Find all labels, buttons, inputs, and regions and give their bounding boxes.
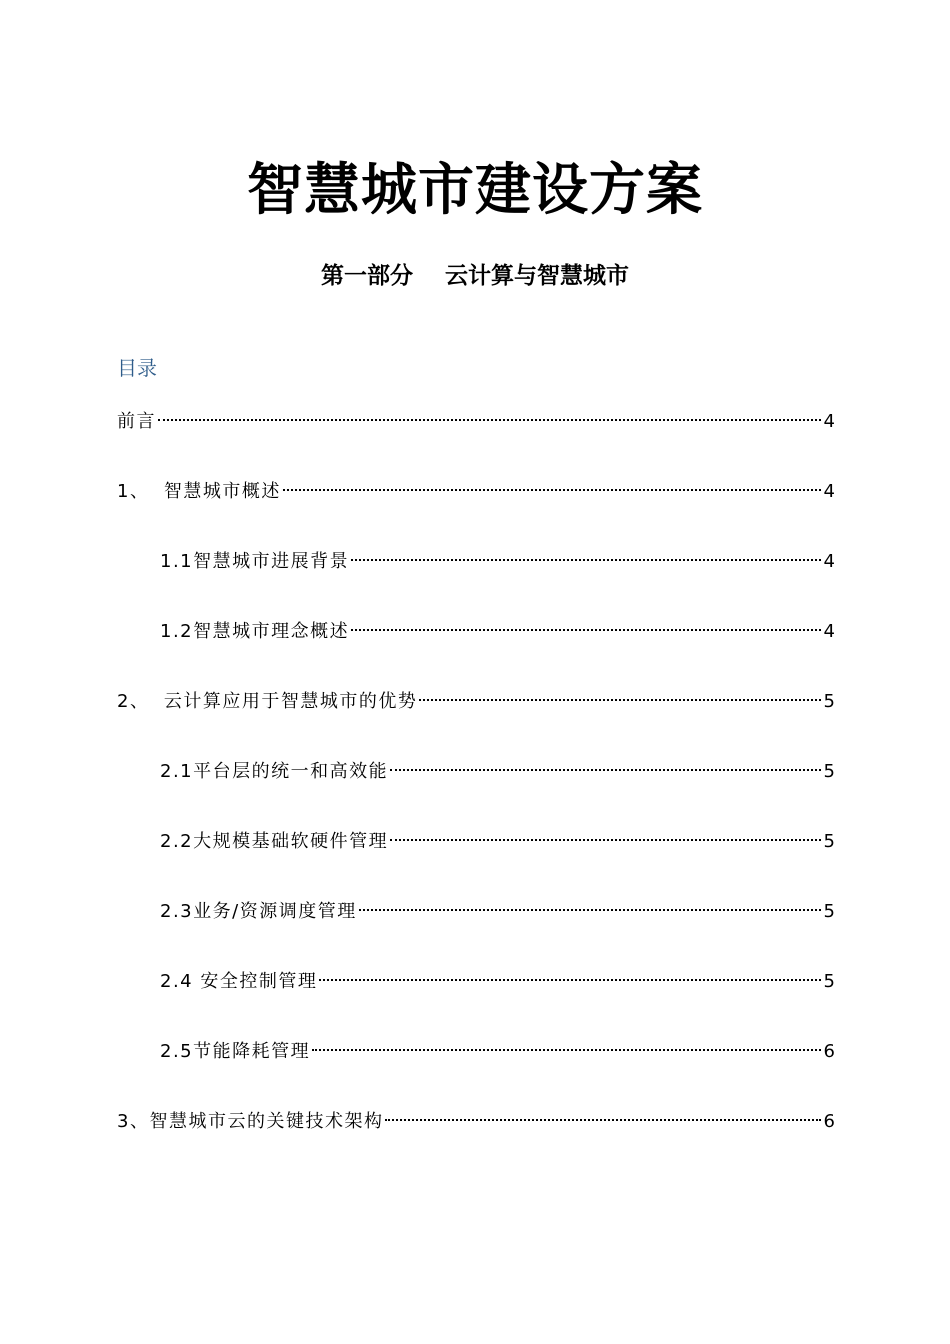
toc-page-number: 5 [823,691,835,712]
document-subtitle: 第一部分 云计算与智慧城市 [320,262,630,289]
toc-entry-section-2-1[interactable] [160,757,835,787]
toc-entry-section-1-1[interactable] [160,547,835,577]
toc-dot-leader [390,769,820,771]
toc-entry-section-2-4[interactable] [160,967,835,997]
toc-page-number: 5 [823,971,835,992]
toc-entry-section-2-5[interactable] [160,1037,835,1067]
toc-page-number: 4 [823,481,835,502]
toc-page-number: 6 [823,1111,835,1132]
toc-entry-section-3[interactable] [117,1107,835,1137]
toc-entry-text: 2.4 安全控制管理 [160,971,318,992]
toc-entry-text: 2.5节能降耗管理 [160,1041,311,1062]
toc-entry-text: 2.2大规模基础软硬件管理 [160,831,389,852]
toc-dot-leader [283,489,821,491]
toc-entry-text: 前言 [117,411,156,432]
toc-entry-text: 1.2智慧城市理念概述 [160,621,350,642]
toc-entry-text: 2、 云计算应用于智慧城市的优势 [117,691,418,712]
toc-dot-leader [158,419,821,421]
toc-entry-text: 1、 智慧城市概述 [117,481,281,502]
toc-dot-leader [390,839,820,841]
toc-dot-leader [419,699,820,701]
toc-page-number: 4 [823,411,835,432]
toc-entry-text: 2.3业务/资源调度管理 [160,901,357,922]
toc-dot-leader [351,559,820,561]
toc-entry-text: 2.1平台层的统一和高效能 [160,761,389,782]
toc-page-number: 5 [823,831,835,852]
toc-dot-leader [319,979,820,981]
toc-entry-section-2-3[interactable] [160,897,835,927]
toc-entry-text: 1.1智慧城市进展背景 [160,551,350,572]
toc-page-number: 4 [823,551,835,572]
toc-page-number: 6 [823,1041,835,1062]
toc-dot-leader [385,1119,820,1121]
document-title: 智慧城市建设方案 [247,157,703,223]
toc-heading: 目录 [117,356,157,380]
toc-page-number: 5 [823,901,835,922]
toc-page-number: 5 [823,761,835,782]
toc-dot-leader [351,629,820,631]
toc-entry-preface[interactable] [117,407,835,437]
toc-dot-leader [312,1049,820,1051]
toc-entry-section-2[interactable] [117,687,835,717]
toc-entry-section-1[interactable] [117,477,835,507]
toc-page-number: 4 [823,621,835,642]
toc-entry-text: 3、智慧城市云的关键技术架构 [117,1111,384,1132]
toc-dot-leader [359,909,821,911]
toc-entry-section-1-2[interactable] [160,617,835,647]
toc-entry-section-2-2[interactable] [160,827,835,857]
